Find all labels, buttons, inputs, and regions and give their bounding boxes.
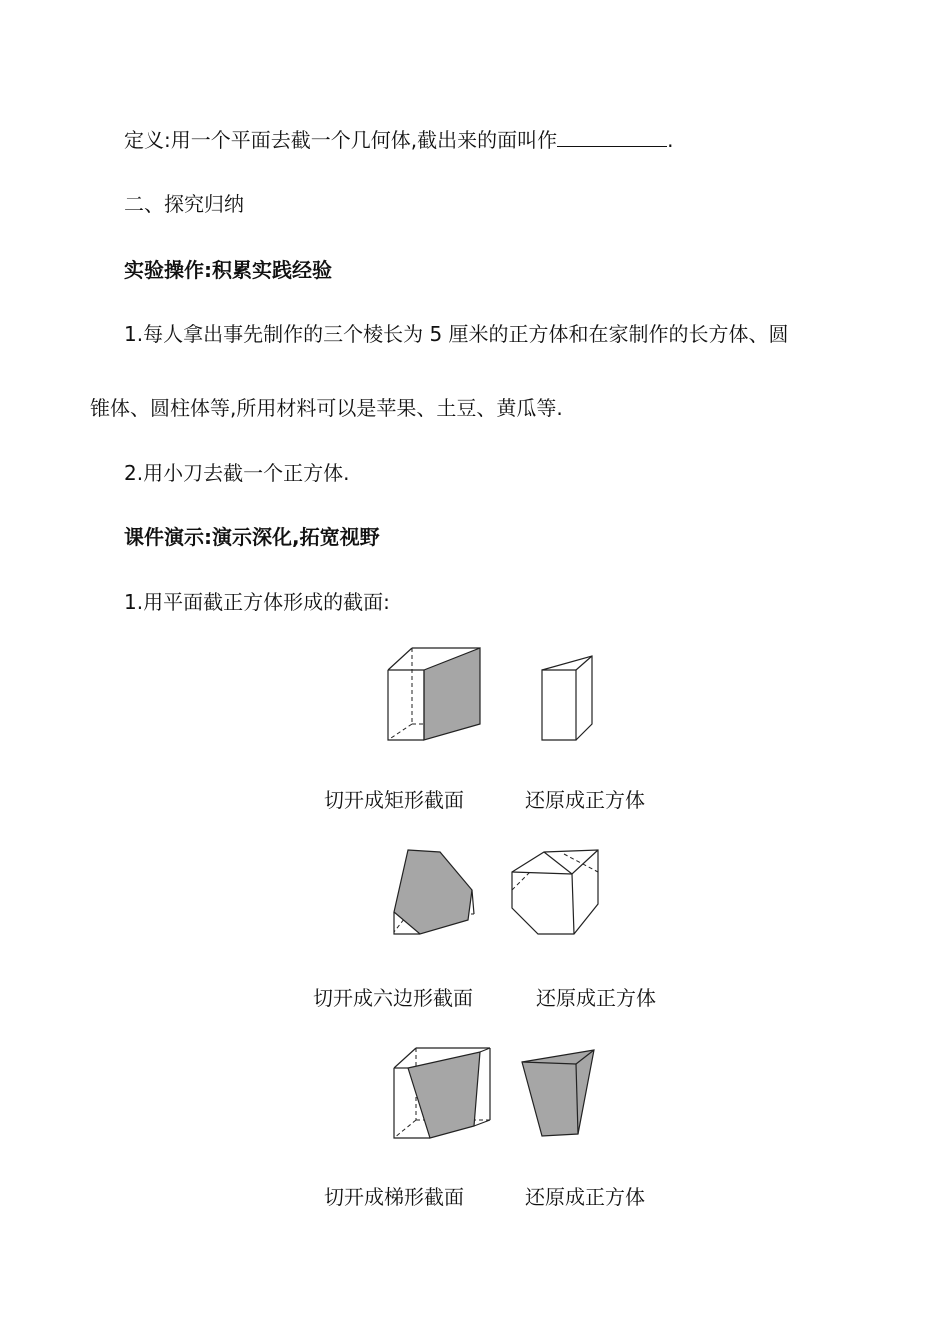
front-edge (388, 670, 424, 740)
definition-line (124, 126, 673, 154)
cube-trap-restore-figure (520, 1048, 598, 1140)
cube-edge (472, 890, 474, 914)
hidden-edge (564, 854, 598, 872)
cube-rect-restore-figure (540, 654, 596, 744)
hidden-edge (512, 872, 530, 890)
experiment-heading: 实验操作:积累实践经验 (124, 258, 332, 282)
experiment-item1-line2: 锥体、圆柱体等,所用材料可以是苹果、土豆、黄瓜等. (90, 396, 563, 420)
restored-edge (572, 874, 574, 934)
definition-end: . (667, 128, 674, 152)
hidden-edge (388, 724, 412, 740)
cube-rect-section-figure (384, 644, 484, 744)
experiment-item2: 2.用小刀去截一个正方体. (124, 461, 350, 485)
cube-edge (474, 1120, 490, 1126)
hexagon-section (394, 850, 472, 934)
figure2-cut-caption: 切开成六边形截面 (313, 986, 473, 1010)
cube-edge (394, 1048, 416, 1068)
restored-top-edges (544, 850, 598, 874)
restored-edge (512, 872, 572, 874)
courseware-heading: 课件演示:演示深化,拓宽视野 (124, 525, 380, 549)
section-two-heading: 二、探究归纳 (124, 192, 244, 216)
courseware-item1: 1.用平面截正方体形成的截面: (124, 590, 390, 614)
top-left-edge (388, 648, 412, 670)
rectangle-section (424, 648, 480, 740)
answer-blank[interactable] (557, 128, 667, 147)
figure1-cut-caption: 切开成矩形截面 (324, 788, 464, 812)
definition-text: 定义:用一个平面去截一个几何体,截出来的面叫作 (124, 128, 558, 152)
trapezoid-section (408, 1052, 480, 1138)
figure2-restore-caption: 还原成正方体 (536, 986, 656, 1010)
figure3-restore-caption: 还原成正方体 (525, 1185, 645, 1209)
prism-front (542, 670, 576, 740)
figure1-restore-caption: 还原成正方体 (525, 788, 645, 812)
figure3-cut-caption: 切开成梯形截面 (324, 1185, 464, 1209)
hidden-edge (394, 1120, 416, 1138)
cube-hex-restore-figure (508, 846, 604, 938)
cube-trap-section-figure (390, 1044, 494, 1142)
experiment-item1-line1: 1.每人拿出事先制作的三个棱长为 5 厘米的正方体和在家制作的长方体、圆 (124, 322, 789, 346)
prism-side (542, 656, 592, 740)
cube-hex-section-figure (390, 846, 480, 938)
